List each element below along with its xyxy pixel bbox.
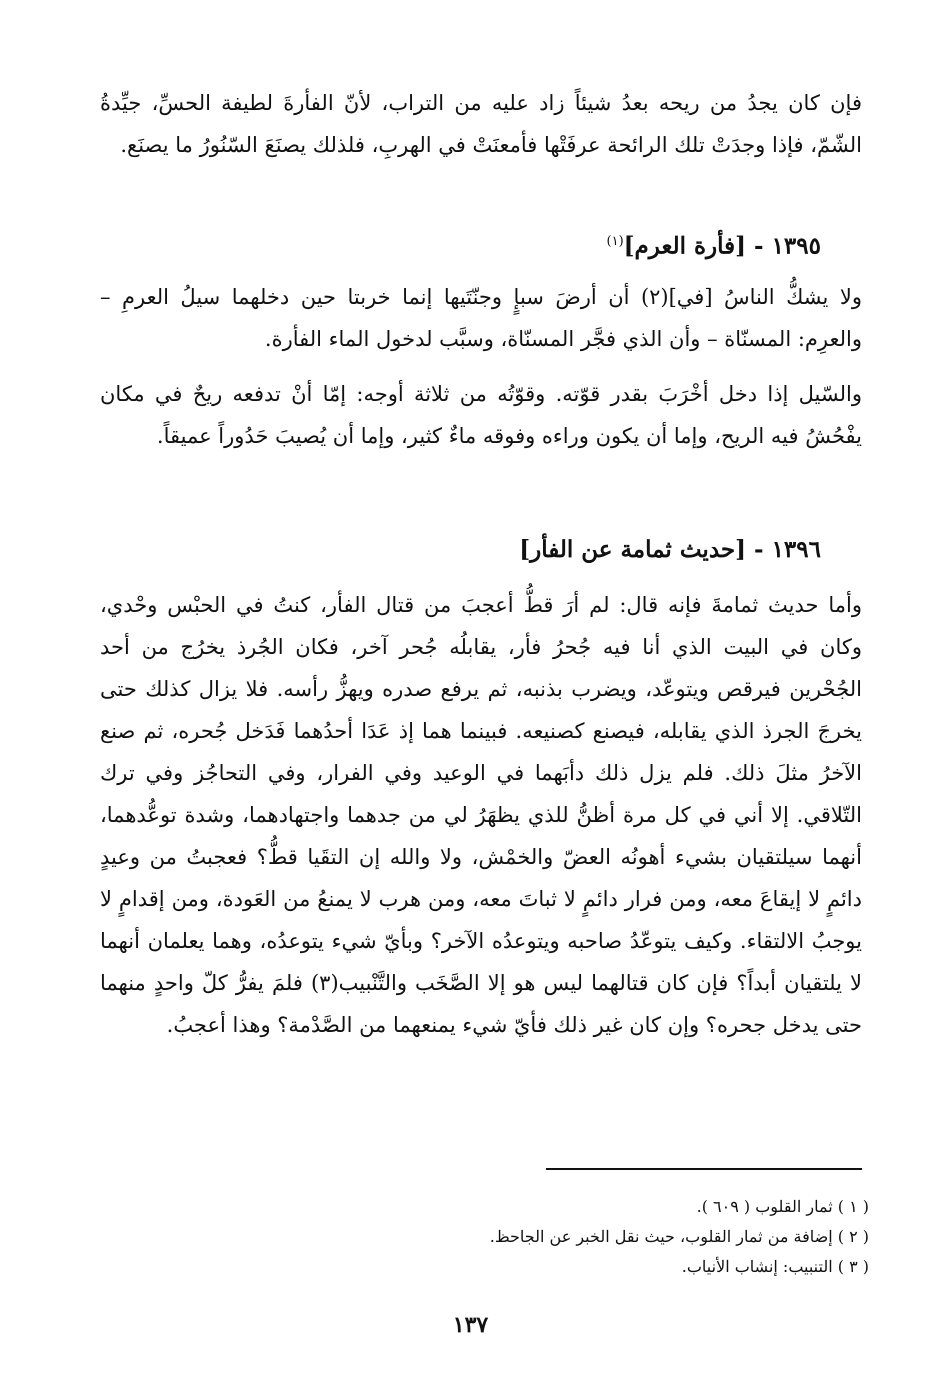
footnote-1: ( ١ ) ثمار القلوب ( ٦٠٩ ). (696, 1197, 869, 1216)
section-1395-heading (607, 222, 821, 267)
section-1395-heading-note: (١) (606, 234, 624, 249)
footnote-3: ( ٣ ) التنبيب: إنشاب الأنياب. (681, 1257, 869, 1276)
section-1395-paragraph-1: ولا يشكُّ الناسُ [في](٢) أن أرضَ سبإٍ وجنّتَيها إنما خربتا حين دخلهما سيلُ العرمِ – والعرِم: المسنّاة – وأن الذي فجَّر المسنّاة، وسبَّب لدخول الماء الفأرة. (100, 285, 862, 351)
section-1395-paragraph-2: والسّيل إذا دخل أخْرَبَ بقدر قوّته. وقوّتُه من ثلاثة أوجه: إمّا أنْ تدفعه ريحٌ في مكان يفْحُشُ فيه الريح، وإما أن يكون وراءه وفوقه ماءٌ كثير، وإما أن يُصيبَ حَدُوراً عميقاً. (100, 382, 862, 448)
section-1396-paragraph: وأما حديث ثمامةَ فإنه قال: لم أرَ قطُّ أعجبَ من قتال الفأر، كنتُ في الحبْس وحْدي، وكان في البيت الذي أنا فيه جُحرُ فأر، يقابلُه جُحر آخر، فكان الجُرذ يخرُج من أحد الجُحْرين فيرقص ويتوعّد، ويضرب بذنبه، ثم يرفع صدره ويهزُّ رأسه. فلا يزال كذلك حتى يخرجَ الجرذ الذي يقابله، فيصنع كصنيعه. فبينما هما إذ عَدَا أحدُهما فَدَخل جُحره، ثم صنع الآخرُ مثلَ ذلك. فلم يزل ذلك دأبَهما في الوعيد وفي الفرار، وفي التحاجُز وفي ترك التّلاقي. إلا أني في كل مرة أظنُّ للذي يظهَرُ لي من جدهما واجتهادهما، وشدة توعُّدهما، أنهما سيلتقيان بشيء أهونُه العضّ والخمْش، ولا والله إن التقَيا قطُّ؟ فعجبتُ من وعيدٍ دائمٍ لا إيقاعَ معه، ومن فرار دائمٍ لا ثباتَ معه، ومن هرب لا يمنعُ من العَودة، ومن إقدامٍ لا يوجبُ الالتقاء. وكيف يتوعّدُ صاحبه ويتوعدُه الآخر؟ وبأيّ شيء يتوعدُه، وهما يعلمان أنهما لا يلتقيان أبداً؟ فإن كان قتالهما ليس هو إلا الصَّخَب والتَّنْبيب(٣) فلمَ يفرُّ كلّ واحدٍ منهما حتى يدخل جحره؟ وإن كان غير ذلك فأيّ شيء يمنعهما من الصَّدْمة؟ وهذا أعجبُ. (100, 593, 863, 1037)
footnote-divider (546, 1168, 862, 1170)
section-1396-heading (519, 530, 821, 570)
top-paragraph-block (100, 82, 862, 166)
section-1395-paragraph-2-block (100, 373, 862, 457)
section-1395-heading-text: ١٣٩٥ - [فأرة العرم] (623, 232, 821, 260)
section-1396-heading-text: ١٣٩٦ - [حديث ثمامة عن الفأر] (519, 536, 821, 563)
footnotes (369, 1192, 869, 1282)
section-1396-paragraph-block (100, 584, 862, 1046)
footnote-2: ( ٢ ) إضافة من ثمار القلوب، حيث نقل الخبر عن الجاحظ. (489, 1227, 869, 1246)
section-1395-paragraph-1-block (100, 276, 862, 360)
page-number: ١٣٧ (452, 1312, 489, 1338)
top-paragraph: فإن كان يجدُ من ريحه بعدُ شيئاً زاد عليه من التراب، لأنّ الفأرةَ لطيفة الحسِّ، جيِّدةُ الشّمّ، فإذا وجدَتْ تلك الرائحة عرفَتْها فأمعنَتْ في الهربِ، فلذلك يصنَعَ السّنُورُ ما يصنَع. (100, 91, 862, 157)
